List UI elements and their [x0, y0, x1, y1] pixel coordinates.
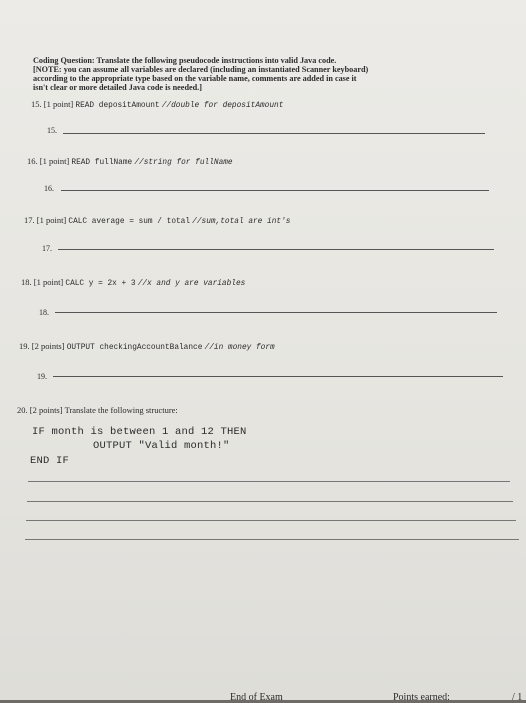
question-19 [19, 341, 275, 352]
question-number: 16. [27, 156, 38, 166]
question-comment: //string for fullName [134, 159, 233, 167]
question-code: READ depositAmount [75, 102, 160, 110]
question-points: [2 points] [31, 341, 65, 351]
question-points: [1 point] [36, 215, 67, 225]
answer-label-15: 15. [47, 126, 57, 135]
answer-label-18: 18. [39, 308, 49, 317]
answer-line-20c[interactable] [26, 520, 516, 521]
answer-line-17[interactable] [58, 249, 494, 250]
question-code: CALC y = 2x + 3 [65, 280, 136, 288]
answer-line-15[interactable] [63, 133, 485, 134]
answer-label-19: 19. [37, 372, 47, 381]
end-of-exam-label: End of Exam [230, 692, 283, 703]
question-points: [1 point] [33, 277, 64, 287]
question-number: 20. [17, 405, 28, 415]
question-number: 15. [31, 99, 42, 109]
question-17 [24, 215, 290, 226]
answer-label-17: 17. [42, 244, 52, 253]
question-code: OUTPUT checkingAccountBalance [66, 344, 203, 352]
answer-line-20b[interactable] [27, 501, 513, 502]
instructions-line-4: isn't clear or more detailed Java code is needed.] [33, 83, 202, 92]
points-earned-label: Points earned: [393, 692, 450, 703]
instructions-line-1: Coding Question: Translate the following pseudocode instructions into valid Java code. [33, 56, 337, 65]
instructions-line-3: according to the appropriate type based on the variable name, comments are added in case it [33, 74, 357, 83]
question-15 [31, 99, 283, 110]
question-comment: //in money form [204, 344, 275, 352]
code-line-1: IF month is between 1 and 12 THEN [32, 426, 247, 438]
points-edge-fragment: / 1 [512, 692, 523, 703]
question-comment: //x and y are variables [137, 280, 246, 288]
question-points: [1 point] [43, 99, 74, 109]
question-number: 17. [24, 215, 35, 225]
answer-line-20a[interactable] [28, 481, 510, 482]
answer-line-18[interactable] [55, 312, 497, 313]
code-line-3: END IF [30, 455, 70, 467]
instructions-line-2: [NOTE: you can assume all variables are declared (including an instantiated Scanner keyboard) [33, 65, 369, 74]
answer-line-19[interactable] [53, 376, 503, 377]
question-points: [1 point] [39, 156, 70, 166]
question-comment: //double for depositAmount [161, 102, 284, 110]
question-code: CALC average = sum / total [68, 218, 191, 226]
question-20 [17, 405, 178, 415]
answer-line-16[interactable] [61, 190, 489, 191]
question-18 [21, 277, 245, 288]
question-points: [2 points] [29, 405, 63, 415]
question-comment: //sum,total are int's [192, 218, 291, 226]
question-code: READ fullName [71, 159, 133, 167]
question-prompt: Translate the following structure: [64, 405, 178, 415]
answer-line-20d[interactable] [25, 539, 519, 540]
answer-label-16: 16. [44, 184, 54, 193]
question-number: 18. [21, 277, 32, 287]
code-line-2: OUTPUT "Valid month!" [93, 440, 230, 452]
question-16 [27, 156, 233, 167]
question-number: 19. [19, 341, 30, 351]
